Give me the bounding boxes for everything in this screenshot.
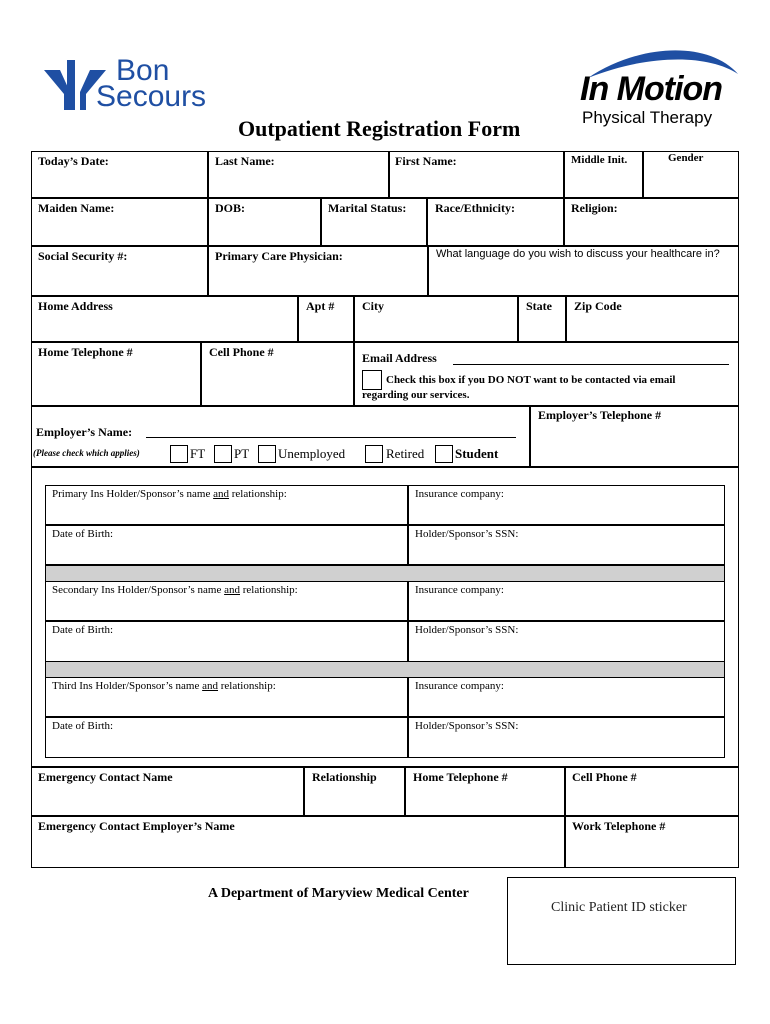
primary-ssn-label: Holder/Sponsor’s SSN: — [415, 528, 519, 540]
third-dob-label: Date of Birth: — [52, 720, 114, 732]
secours-text: Secours — [96, 80, 207, 113]
last-name-label: Last Name: — [215, 154, 275, 168]
home-address-label: Home Address — [38, 299, 113, 313]
zip-label: Zip Code — [574, 299, 622, 313]
secondary-dob-label: Date of Birth: — [52, 624, 114, 636]
gender-label: Gender — [668, 152, 704, 164]
email-optout-text-2: regarding our services. — [362, 389, 470, 401]
todays-date-label: Today’s Date: — [38, 154, 109, 168]
emergency-home-telephone-label: Home Telephone # — [413, 770, 508, 784]
cell-phone-label: Cell Phone # — [209, 345, 274, 359]
maiden-name-label: Maiden Name: — [38, 201, 115, 215]
email-label: Email Address — [362, 351, 437, 365]
secondary-holder-label: Secondary Ins Holder/Sponsor’s name and relationship: — [52, 584, 298, 596]
dob-label: DOB: — [215, 201, 245, 215]
section-divider-2 — [45, 661, 725, 678]
emergency-name-label: Emergency Contact Name — [38, 770, 173, 784]
pcp-label: Primary Care Physician: — [215, 249, 343, 263]
in-motion-logo — [578, 44, 748, 130]
apt-label: Apt # — [306, 299, 335, 313]
emergency-employer-label: Emergency Contact Employer’s Name — [38, 819, 235, 833]
pt-label: PT — [234, 446, 250, 461]
third-holder-label: Third Ins Holder/Sponsor’s name and relationship: — [52, 680, 276, 692]
department-text: A Department of Maryview Medical Center — [208, 886, 469, 901]
section-divider-1 — [45, 565, 725, 582]
first-name-label: First Name: — [395, 154, 457, 168]
secondary-company-label: Insurance company: — [415, 584, 504, 596]
state-label: State — [526, 299, 552, 313]
ft-label: FT — [190, 446, 206, 461]
bon-secours-logo — [42, 54, 232, 118]
email-optout-text-1: Check this box if you DO NOT want to be contacted via email — [386, 374, 676, 386]
page-title: Outpatient Registration Form — [238, 116, 521, 141]
city-label: City — [362, 299, 384, 313]
emergency-cell-phone-label: Cell Phone # — [572, 770, 637, 784]
ft-checkbox[interactable] — [170, 445, 188, 463]
student-checkbox[interactable] — [435, 445, 453, 463]
marital-status-label: Marital Status: — [328, 201, 407, 215]
home-telephone-label: Home Telephone # — [38, 345, 133, 359]
email-optout-checkbox[interactable] — [362, 370, 382, 390]
employer-name-line[interactable] — [146, 437, 516, 438]
language-label: What language do you wish to discuss your healthcare in? — [436, 248, 720, 260]
employer-check-note: (Please check which applies) — [33, 448, 140, 458]
emergency-relationship-label: Relationship — [312, 770, 377, 784]
patient-id-sticker-box — [507, 877, 736, 965]
student-label: Student — [455, 446, 499, 461]
middle-init-label: Middle Init. — [571, 154, 628, 166]
pt-checkbox[interactable] — [214, 445, 232, 463]
work-telephone-label: Work Telephone # — [572, 819, 666, 833]
third-ssn-label: Holder/Sponsor’s SSN: — [415, 720, 519, 732]
race-label: Race/Ethnicity: — [435, 201, 515, 215]
unemployed-checkbox[interactable] — [258, 445, 276, 463]
physical-therapy-text: Physical Therapy — [582, 108, 713, 127]
in-motion-text: In Motion — [580, 70, 723, 108]
secondary-ssn-label: Holder/Sponsor’s SSN: — [415, 624, 519, 636]
primary-holder-label: Primary Ins Holder/Sponsor’s name and relationship: — [52, 488, 287, 500]
retired-label: Retired — [386, 446, 425, 461]
primary-company-label: Insurance company: — [415, 488, 504, 500]
ssn-label: Social Security #: — [38, 249, 128, 263]
employer-name-label: Employer’s Name: — [36, 425, 133, 439]
patient-id-sticker-label: Clinic Patient ID sticker — [551, 900, 687, 915]
third-company-label: Insurance company: — [415, 680, 504, 692]
unemployed-label: Unemployed — [278, 446, 346, 461]
employer-telephone-label: Employer’s Telephone # — [538, 408, 662, 422]
religion-label: Religion: — [571, 201, 618, 215]
email-input-line[interactable] — [453, 364, 729, 365]
bon-text: Bon — [116, 54, 170, 87]
primary-dob-label: Date of Birth: — [52, 528, 114, 540]
retired-checkbox[interactable] — [365, 445, 383, 463]
